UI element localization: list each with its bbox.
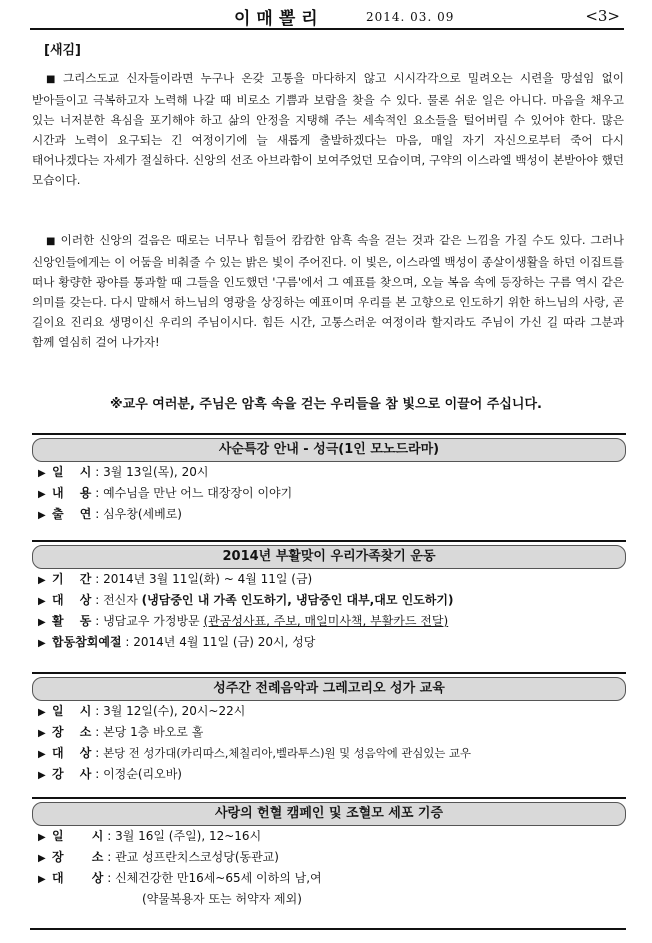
info-row [32, 847, 626, 868]
info-row [32, 868, 626, 889]
row-label: 대 상 [52, 746, 92, 760]
row-label: 강 사 [52, 767, 92, 781]
row-value: 본당 전 성가대(카리따스,체칠리아,벨라투스)원 및 성음악에 관심있는 교우 [103, 746, 472, 760]
paragraph-2 [32, 230, 624, 352]
triangle-right-icon: ▶ [38, 832, 46, 843]
row-value: 이정순(리오바) [103, 767, 182, 781]
info-row [32, 764, 626, 785]
bottom-divider [30, 928, 626, 930]
row-value-prefix: 전신자 [103, 593, 142, 607]
row-separator: : [125, 635, 130, 649]
row-label: 출 연 [52, 507, 92, 521]
info-row [32, 504, 626, 525]
page-number: <3> [585, 7, 620, 25]
info-row [32, 701, 626, 722]
row-value: 예수님을 만난 어느 대장장이 이야기 [103, 486, 293, 500]
callout-message: ※교우 여러분, 주님은 암흑 속을 걷는 우리들을 참 빛으로 이끌어 주십니다. [110, 397, 542, 412]
newsletter-header [30, 4, 624, 30]
triangle-right-icon: ▶ [38, 575, 46, 586]
row-value [103, 611, 448, 632]
info-row [32, 611, 626, 632]
row-value-emphasis: (냉담중인 내 가족 인도하기, 냉담중인 대부,대모 인도하기) [141, 593, 454, 607]
notice-box-title: 성주간 전례음악과 그레고리오 성가 교육 [32, 677, 626, 701]
triangle-right-icon: ▶ [38, 728, 46, 739]
bullet-square-icon: ■ [46, 74, 59, 85]
row-label: 일 시 [52, 829, 104, 843]
paragraph-2-text: 이러한 신앙의 걸음은 때로는 너무나 힘들어 캄캄한 암흑 속을 걷는 것과 같은 느낌을 가질 수도 있다. 그러나 신앙인들에게는 이 어둠을 비춰줄 수 있는 밝은 빛이 주어진다. 이 빛은, 이스라엘 백성이 종살이생활을 하던 이집트를 떠나 황량한 광야를 통과할 때 그들을 인도했던 '구름'에서 그 예표를 찾으며, 오늘 복음 속에 등장하는 구름 역시 같은 의미를 갖는다. 다시 말해서 하느님의 영광을 상징하는 예표이며 우리를 본 고향으로 인도하기 위한 하느님의 사랑, 곧 길이요 진리요 생명이신 우리의 주님이시다. 힘든 시간, 고통스러운 여정이라 할지라도 주님이 가신 길 따라 그분과 함께 열심히 걸어 나가자! [32, 233, 624, 349]
triangle-right-icon: ▶ [38, 770, 46, 781]
triangle-right-icon: ▶ [38, 489, 46, 500]
row-separator: : [95, 465, 100, 479]
info-row [32, 743, 626, 764]
row-value: 심우창(세베로) [103, 507, 182, 521]
info-row-continuation [32, 889, 626, 910]
row-value-underlined: (관공성사표, 주보, 매일미사책, 부활카드 전달) [203, 614, 449, 628]
row-separator: : [95, 486, 100, 500]
row-value: 본당 1층 바오로 홀 [103, 725, 204, 739]
row-value: 2014년 3월 11일(화) ~ 4월 11일 (금) [103, 572, 313, 586]
notice-box-title: 2014년 부활맞이 우리가족찾기 운동 [32, 545, 626, 569]
notice-box-family-campaign [32, 540, 626, 653]
row-label: 내 용 [52, 486, 92, 500]
triangle-right-icon: ▶ [38, 749, 46, 760]
notice-box-music-education [32, 672, 626, 785]
row-separator: : [107, 850, 112, 864]
triangle-right-icon: ▶ [38, 468, 46, 479]
row-value: (약물복용자 또는 허약자 제외) [142, 892, 302, 906]
row-label: 일 시 [52, 465, 92, 479]
row-separator: : [95, 572, 100, 586]
row-label: 대 상 [52, 593, 92, 607]
info-row [32, 826, 626, 847]
row-separator: : [95, 767, 100, 781]
row-separator: : [95, 593, 100, 607]
triangle-right-icon: ▶ [38, 617, 46, 628]
row-label: 장 소 [52, 850, 104, 864]
triangle-right-icon: ▶ [38, 707, 46, 718]
info-row [32, 483, 626, 504]
notice-box-title: 사순특강 안내 - 성극(1인 모노드라마) [32, 438, 626, 462]
row-label: 대 상 [52, 871, 104, 885]
info-row [32, 569, 626, 590]
row-separator: : [95, 507, 100, 521]
triangle-right-icon: ▶ [38, 853, 46, 864]
info-row [32, 722, 626, 743]
row-value: 관교 성프란치스코성당(동관교) [115, 850, 279, 864]
row-label: 기 간 [52, 572, 92, 586]
info-row [32, 632, 626, 653]
notice-box-blood-donation [32, 797, 626, 910]
bullet-square-icon: ■ [46, 236, 57, 247]
triangle-right-icon: ▶ [38, 596, 46, 607]
row-separator: : [95, 746, 100, 760]
triangle-right-icon: ▶ [38, 510, 46, 521]
section-tag: [새김] [44, 43, 81, 58]
row-value: 3월 13일(목), 20시 [103, 465, 209, 479]
row-value: 3월 12일(수), 20시~22시 [103, 704, 246, 718]
row-separator: : [95, 725, 100, 739]
row-label: 일 시 [52, 704, 92, 718]
row-label: 활 동 [52, 614, 92, 628]
row-value: 3월 16일 (주일), 12~16시 [115, 829, 262, 843]
row-value: 신체건강한 만16세~65세 이하의 남,여 [115, 871, 322, 885]
info-row [32, 462, 626, 483]
triangle-right-icon: ▶ [38, 638, 46, 649]
row-label: 장 소 [52, 725, 92, 739]
notice-box-title: 사랑의 헌혈 캠페인 및 조혈모 세포 기증 [32, 802, 626, 826]
row-value [103, 590, 453, 611]
row-value: 2014년 4월 11일 (금) 20시, 성당 [133, 635, 316, 649]
triangle-right-icon: ▶ [38, 874, 46, 885]
newsletter-title: 이매뽈리 [234, 9, 324, 29]
paragraph-1-text: 그리스도교 신자들이라면 누구나 온갖 고통을 마다하지 않고 시시각각으로 밀려오는 시련을 망설임 없이 받아들이고 극복하고자 노력해 나갈 때 비로소 기쁨과 보람을 찾을 수 있다. 물론 쉬운 일은 아니다. 마음을 채우고 있는 너저분한 욕심을 포기해야 하고 삶의 안정을 지탱해 주는 세속적인 요소들을 털어버릴 수 있어야 한다. 많은 시간과 노력이 요구되는 긴 여정이기에 늘 새롭게 출발하겠다는 마음, 매일 자기 자신으로부터 죽어 다시 태어나겠다는 자세가 절실하다. 신앙의 선조 아브라함이 보여주었던 모습이며, 구약의 이스라엘 백성이 본받아야 했던 모습이다. [32, 71, 624, 187]
row-separator: : [107, 871, 112, 885]
paragraph-1 [32, 68, 624, 190]
info-row [32, 590, 626, 611]
notice-box-lent-lecture [32, 433, 626, 525]
row-separator: : [95, 704, 100, 718]
row-separator: : [107, 829, 112, 843]
issue-date: 2014. 03. 09 [366, 10, 455, 24]
row-label: 합동참회예절 [52, 635, 122, 649]
row-value-prefix: 냉담교우 가정방문 [103, 614, 204, 628]
row-separator: : [95, 614, 100, 628]
